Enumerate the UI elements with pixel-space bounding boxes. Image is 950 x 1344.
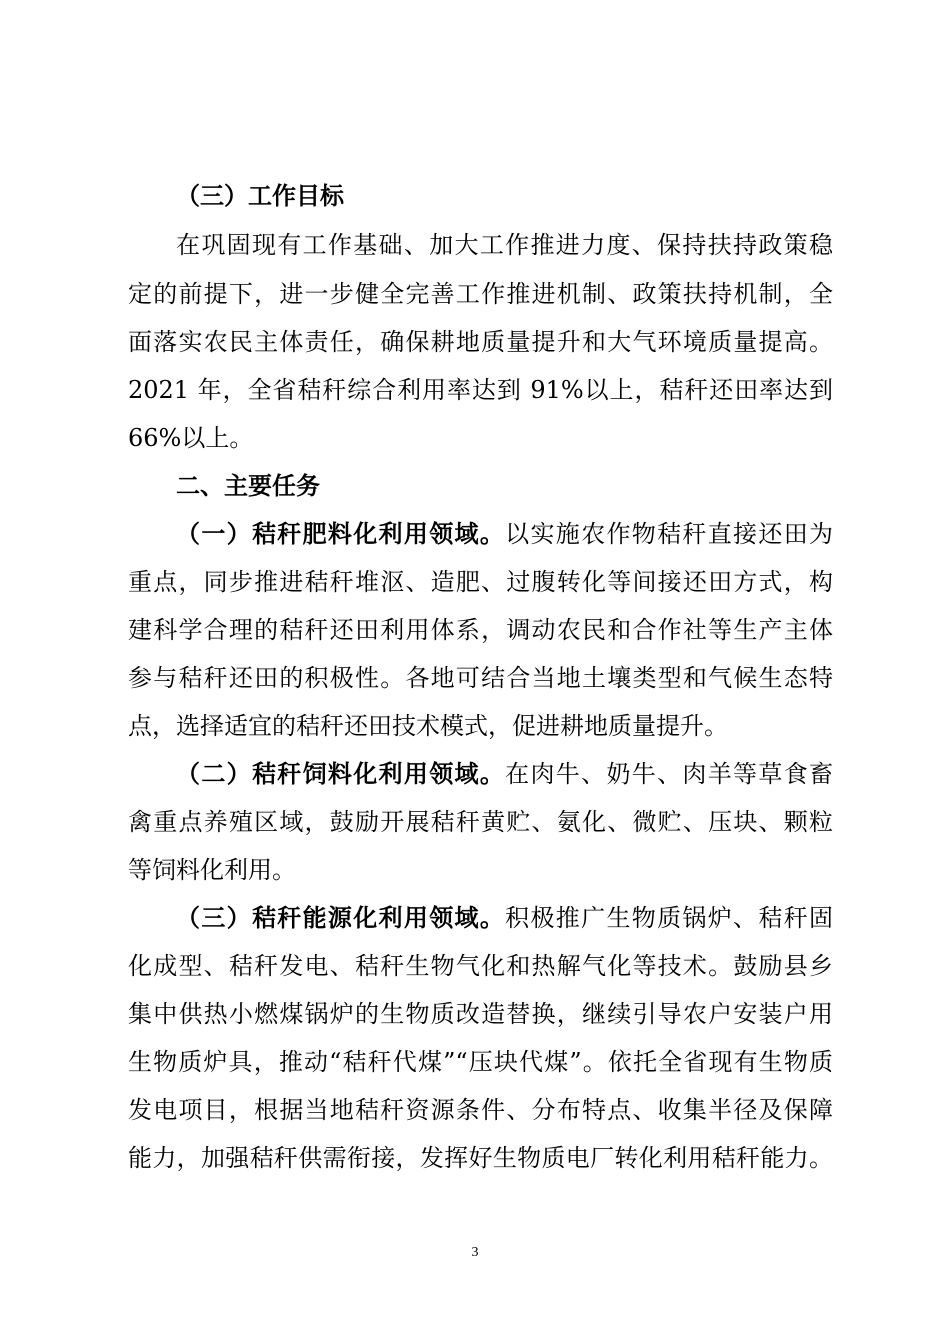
page-number: 3 (471, 1245, 479, 1260)
task3-first-line (176, 902, 833, 934)
task1-first-rest: 以实施农作物秸秆直接还田为 (505, 520, 834, 548)
task1-lead: （一）秸秆肥料化利用领域。 (176, 519, 506, 548)
task1-line: 重点，同步推进秸秆堆沤、造肥、过腹转化等间接还田方式，构 (128, 568, 833, 596)
task2-first-line (176, 758, 833, 790)
task3-lead: （三）秸秆能源化利用领域。 (176, 903, 506, 932)
task1-line: 建科学合理的秸秆还田利用体系，调动农民和合作社等生产主体 (128, 616, 833, 644)
task1-line: 参与秸秆还田的积极性。各地可结合当地土壤类型和气候生态特 (128, 664, 833, 692)
task1-first-line (176, 518, 833, 550)
goal-paragraph-line: 面落实农民主体责任，确保耕地质量提升和大气环境质量提高。 (128, 328, 833, 356)
task3-line: 生物质炉具，推动“秸秆代煤”“压块代煤”。依托全省现有生物质 (128, 1048, 833, 1076)
task3-line: 发电项目，根据当地秸秆资源条件、分布特点、收集半径及保障 (128, 1096, 833, 1124)
task2-first-rest: 在肉牛、奶牛、肉羊等草食畜 (505, 760, 834, 788)
task2-lead: （二）秸秆饲料化利用领域。 (176, 759, 506, 788)
part-heading-main-tasks: 二、主要任务 (176, 471, 320, 500)
goal-paragraph-line: 定的前提下，进一步健全完善工作推进机制、政策扶持机制，全 (128, 280, 833, 308)
task3-line: 化成型、秸秆发电、秸秆生物气化和热解气化等技术。鼓励县乡 (128, 952, 833, 980)
task2-line: 等饲料化利用。 (128, 856, 296, 884)
goal-paragraph-line: 2021 年，全省秸秆综合利用率达到 91%以上，秸秆还田率达到 (128, 376, 833, 404)
goal-paragraph-line: 66%以上。 (128, 424, 254, 452)
task3-first-rest: 积极推广生物质锅炉、秸秆固 (505, 904, 834, 932)
goal-paragraph-line: 在巩固现有工作基础、加大工作推进力度、保持扶持政策稳 (176, 231, 833, 259)
task2-line: 禽重点养殖区域，鼓励开展秸秆黄贮、氨化、微贮、压块、颗粒 (128, 808, 833, 836)
section-heading-work-goals: （三）工作目标 (176, 181, 344, 210)
task3-line: 集中供热小燃煤锅炉的生物质改造替换，继续引导农户安装户用 (128, 1000, 833, 1028)
task1-line: 点，选择适宜的秸秆还田技术模式，促进耕地质量提升。 (128, 712, 728, 740)
task3-line: 能力，加强秸秆供需衔接，发挥好生物质电厂转化利用秸秆能力。 (128, 1144, 833, 1172)
